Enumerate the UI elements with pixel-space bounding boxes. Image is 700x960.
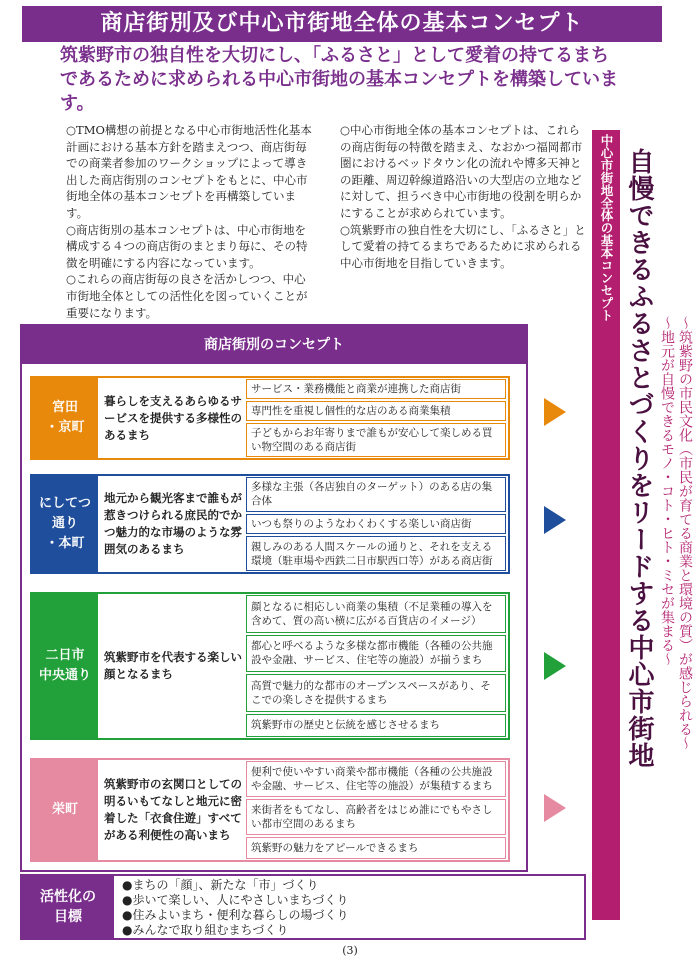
group-desc: 暮らしを支えるあらゆるサービスを提供する多様性のあるまち	[104, 393, 242, 442]
group-item: 多様な主張（各店独自のターゲット）のある店の集合体	[246, 477, 506, 512]
left-paragraph: ○これらの商店街毎の良さを活かしつつ、中心市街地全体としての活性化を図っていくことが重要になります。	[66, 272, 308, 320]
right-paragraph: ○中心市街地全体の基本コンセプトは、これらの商店街毎の特徴を踏まえ、なおかつ福岡都市圏におけるベッドタウン化の流れや博多天神との距離、周辺幹線道路沿いの大型店の立地などに対して、担うべき中心市街地の役割を明らかにすることが求められています。	[340, 123, 583, 220]
goal-item: ●みんなで取り組むまちづくり	[122, 923, 289, 937]
arrow-icon	[544, 506, 566, 534]
group-items	[246, 476, 506, 572]
concept-header: 商店街別のコンセプト	[22, 326, 526, 364]
right-paragraph: ○筑紫野市の独自性を大切にし、「ふるさと」として愛着の持てるまちであるために求められる中心市街地を目指していきます。	[340, 222, 586, 270]
group-desc: 筑紫野市を代表する楽しい顔となるまち	[104, 650, 242, 681]
group-items	[246, 760, 506, 860]
group-item: 高質で魅力的な都市のオープンスペースがあり、そこでの楽しさを提供するまち	[246, 674, 506, 712]
group-name: 宮田 ・京町	[32, 378, 98, 458]
left-paragraph: ○TMO構想の前提となる中心市街地活性化基本計画における基本方針を踏まえつつ、商店街毎での商業者参加のワークショップによって導き出した商店街別のコンセプトをもとに、中心市街地全体の基本コンセプトを再構築しています。	[66, 123, 312, 220]
group-item: 筑紫野の魅力をアピールできるまち	[246, 837, 506, 859]
group-item: いつも祭りのようなわくわくする楽しい商店街	[246, 514, 506, 535]
goals-list	[122, 878, 348, 938]
goal-item: ●住みよいまち・便利な暮らしの場づくり	[122, 908, 349, 922]
lead-text: 筑紫野市の独自性を大切にし、「ふるさと」として愛着の持てるまちであるために求められる中心市街地の基本コンセプトを構築しています。	[60, 45, 618, 114]
group-nishitetsu-honmachi	[30, 474, 510, 574]
sub-concept: 〜筑紫野の市民文化（市民が育てる商業と環境の質）が感じられる〜 〜地元が自慢できるモノ・コト・ヒト・ミセが集まる〜	[659, 316, 693, 750]
group-item: 親しみのある人間スケールの通りと、それを支える環境（駐車場や西鉄二日市駅西口等）がある商店街	[246, 536, 506, 571]
group-desc: 筑紫野市の玄関口としての明るいもてなしと地元に密着した「衣食住遊」すべてがある利便性の高いまち	[104, 777, 242, 842]
page-title: 商店街別及び中心市街地全体の基本コンセプト	[22, 6, 662, 42]
group-item: 専門性を重視し個性的な店のある商業集積	[246, 401, 506, 421]
group-item: サービス・業務機能と商業が連携した商店街	[246, 379, 506, 399]
right-column	[340, 122, 588, 271]
group-items	[246, 378, 506, 458]
arrow-icon	[544, 794, 566, 822]
group-item: 便利で使いやすい商業や都市機能（各種の公共施設や金融、サービス、住宅等の施設）が集積するまち	[246, 761, 506, 797]
group-desc: 地元から観光客まで誰もが惹きつけられる庶民的でかつ魅力的な市場のような雰囲気のあるまち	[104, 491, 242, 556]
group-futsukaichi-chuo	[30, 592, 510, 740]
group-name: にしてつ 通り ・本町	[32, 476, 98, 572]
left-paragraph: ○商店街別の基本コンセプトは、中心市街地を構成する４つの商店街のまとまり毎に、その特徴を明確にする内容になっています。	[66, 222, 308, 270]
group-name: 二日市 中央通り	[32, 594, 98, 738]
goals-label: 活性化の 目標	[22, 876, 114, 938]
arrow-icon	[544, 652, 566, 680]
group-name: 栄町	[32, 760, 98, 860]
main-concept: 自慢できるふるさとづくりをリードする中心市街地	[624, 148, 654, 769]
group-item: 都心と呼べるような多様な都市機能（各種の公共施設や金融、サービス、住宅等の施設）が揃うまち	[246, 635, 506, 673]
side-label: 中心市街地全体の基本コンセプト	[599, 134, 614, 322]
group-miyata-kyomachi	[30, 376, 510, 460]
page-number: (3)	[342, 944, 358, 957]
group-items	[246, 594, 506, 738]
goal-item: ●まちの「顔」、新たな「市」づくり	[122, 878, 319, 892]
group-item: 子どもからお年寄りまで誰もが安心して楽しめる買い物空間のある商店街	[246, 423, 506, 457]
group-item: 顔となるに相応しい商業の集積（不足業種の導入を含めて、質の高い横に広がる百貨店のイメージ）	[246, 595, 506, 633]
arrow-icon	[544, 398, 566, 426]
goal-item: ●歩いて楽しい、人にやさしいまちづくり	[122, 893, 349, 907]
group-item: 来街者をもてなし、高齢者をはじめ誰にでもやさしい都市空間のあるまち	[246, 799, 506, 835]
group-item: 筑紫野市の歴史と伝統を感じさせるまち	[246, 714, 506, 738]
left-column	[66, 122, 314, 321]
group-sakaemachi	[30, 758, 510, 862]
